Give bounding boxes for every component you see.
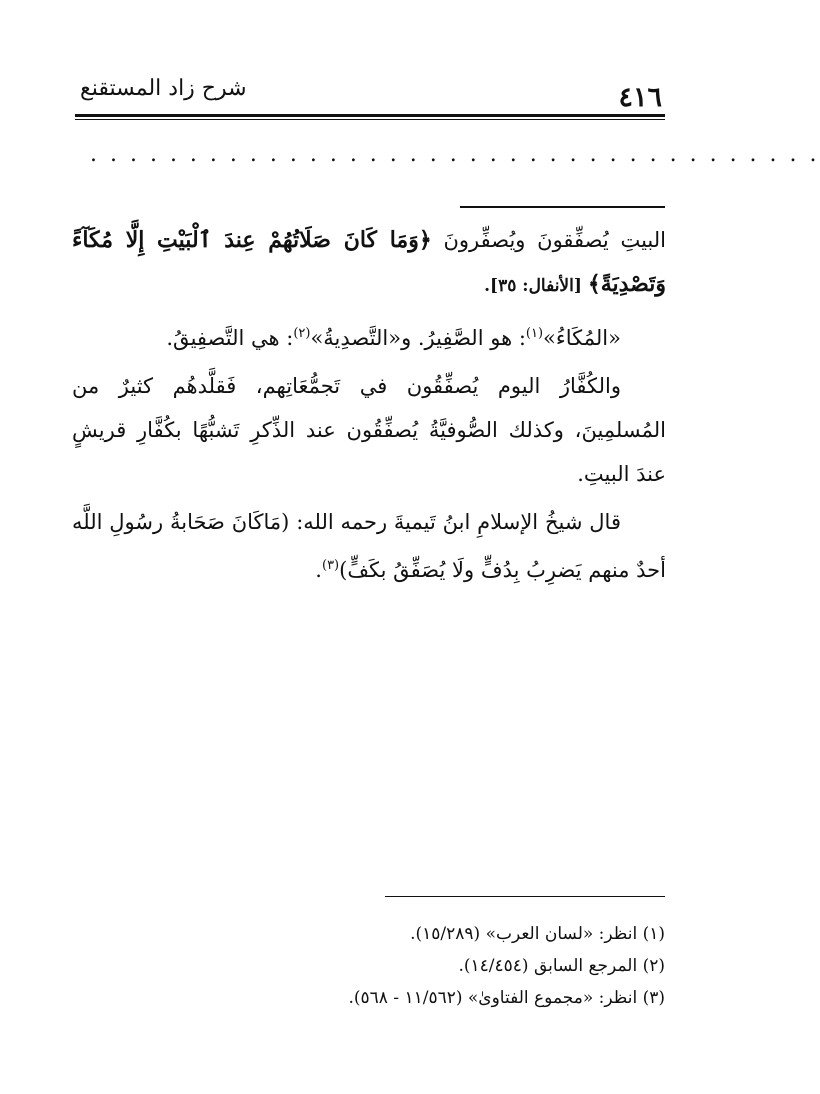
footnote-marker-3: (٣) xyxy=(321,558,340,573)
paragraph-quran-verse xyxy=(72,218,666,308)
page-header xyxy=(78,70,668,116)
paragraph-definitions xyxy=(72,312,666,360)
page-number: ٤١٦ xyxy=(618,82,662,113)
footnote-1: (١) انظر: «لسان العرب» (١٥/٢٨٩). xyxy=(410,924,665,944)
header-rule-thick xyxy=(75,114,665,117)
footnote-3: (٣) انظر: «مجموع الفتاوىٰ» (١١/٥٦٢ - ٥٦٨). xyxy=(348,988,665,1008)
paragraph-ibn-taymiyyah xyxy=(72,500,666,592)
dotted-separator: . . . . . . . . . . . . . . . . . . . . . . . . . . . . . . . . . . . . . xyxy=(90,142,820,167)
header-rule-thin xyxy=(75,119,665,120)
verse-lead-text: البيتِ يُصفِّقونَ ويُصفِّرونَ xyxy=(431,228,666,252)
definition-tasdiya: : هي التَّصفِيقُ. xyxy=(166,326,294,350)
paragraph-disbelievers: والكُفَّارُ اليوم يُصفِّقُون في تَجمُّعَاتِهم، فَقلَّدهُم كثيرٌ من المُسلمِينَ، وكذلك الصُّوفيَّةُ يُصفِّقُون عند الذِّكرِ تَشبُّهًا بكُفَّارِ قريشٍ عندَ البيتِ. xyxy=(72,374,666,486)
verse-reference: [الأنفال: ٣٥]. xyxy=(484,276,588,296)
footnote-marker-2: (٢) xyxy=(293,326,311,341)
ibn-taymiyyah-quote: قال شيخُ الإسلامِ ابنُ تَيميةَ رحمه الله: (مَاكَانَ صَحَابةُ رسُولِ اللَّه أحدٌ منهم يَضرِبُ بِدُفٍّ ولَا يُصَفِّقُ بكَفٍّ) xyxy=(72,510,666,582)
body-text xyxy=(72,218,666,592)
quote-end: . xyxy=(315,558,322,582)
footnote-marker-1: (١) xyxy=(525,326,544,341)
footnotes xyxy=(105,918,665,1014)
quran-verse: ﴿وَمَا كَانَ صَلَاتُهُمْ عِندَ ٱلْبَيْتِ إِلَّا مُكَآءً وَتَصْدِيَةً﴾ xyxy=(72,227,666,297)
footnote-rule xyxy=(385,896,665,897)
section-rule xyxy=(460,206,665,208)
running-title: شرح زاد المستقنع xyxy=(80,76,247,101)
term-tasdiya: «التَّصدِيةُ» xyxy=(310,326,402,350)
term-mukaa: «المُكَاءُ» xyxy=(543,326,621,350)
footnote-2: (٢) المرجع السابق (١٤/٤٥٤). xyxy=(458,956,665,976)
definition-mukaa: : هو الصَّفِيرُ. و xyxy=(401,326,526,350)
